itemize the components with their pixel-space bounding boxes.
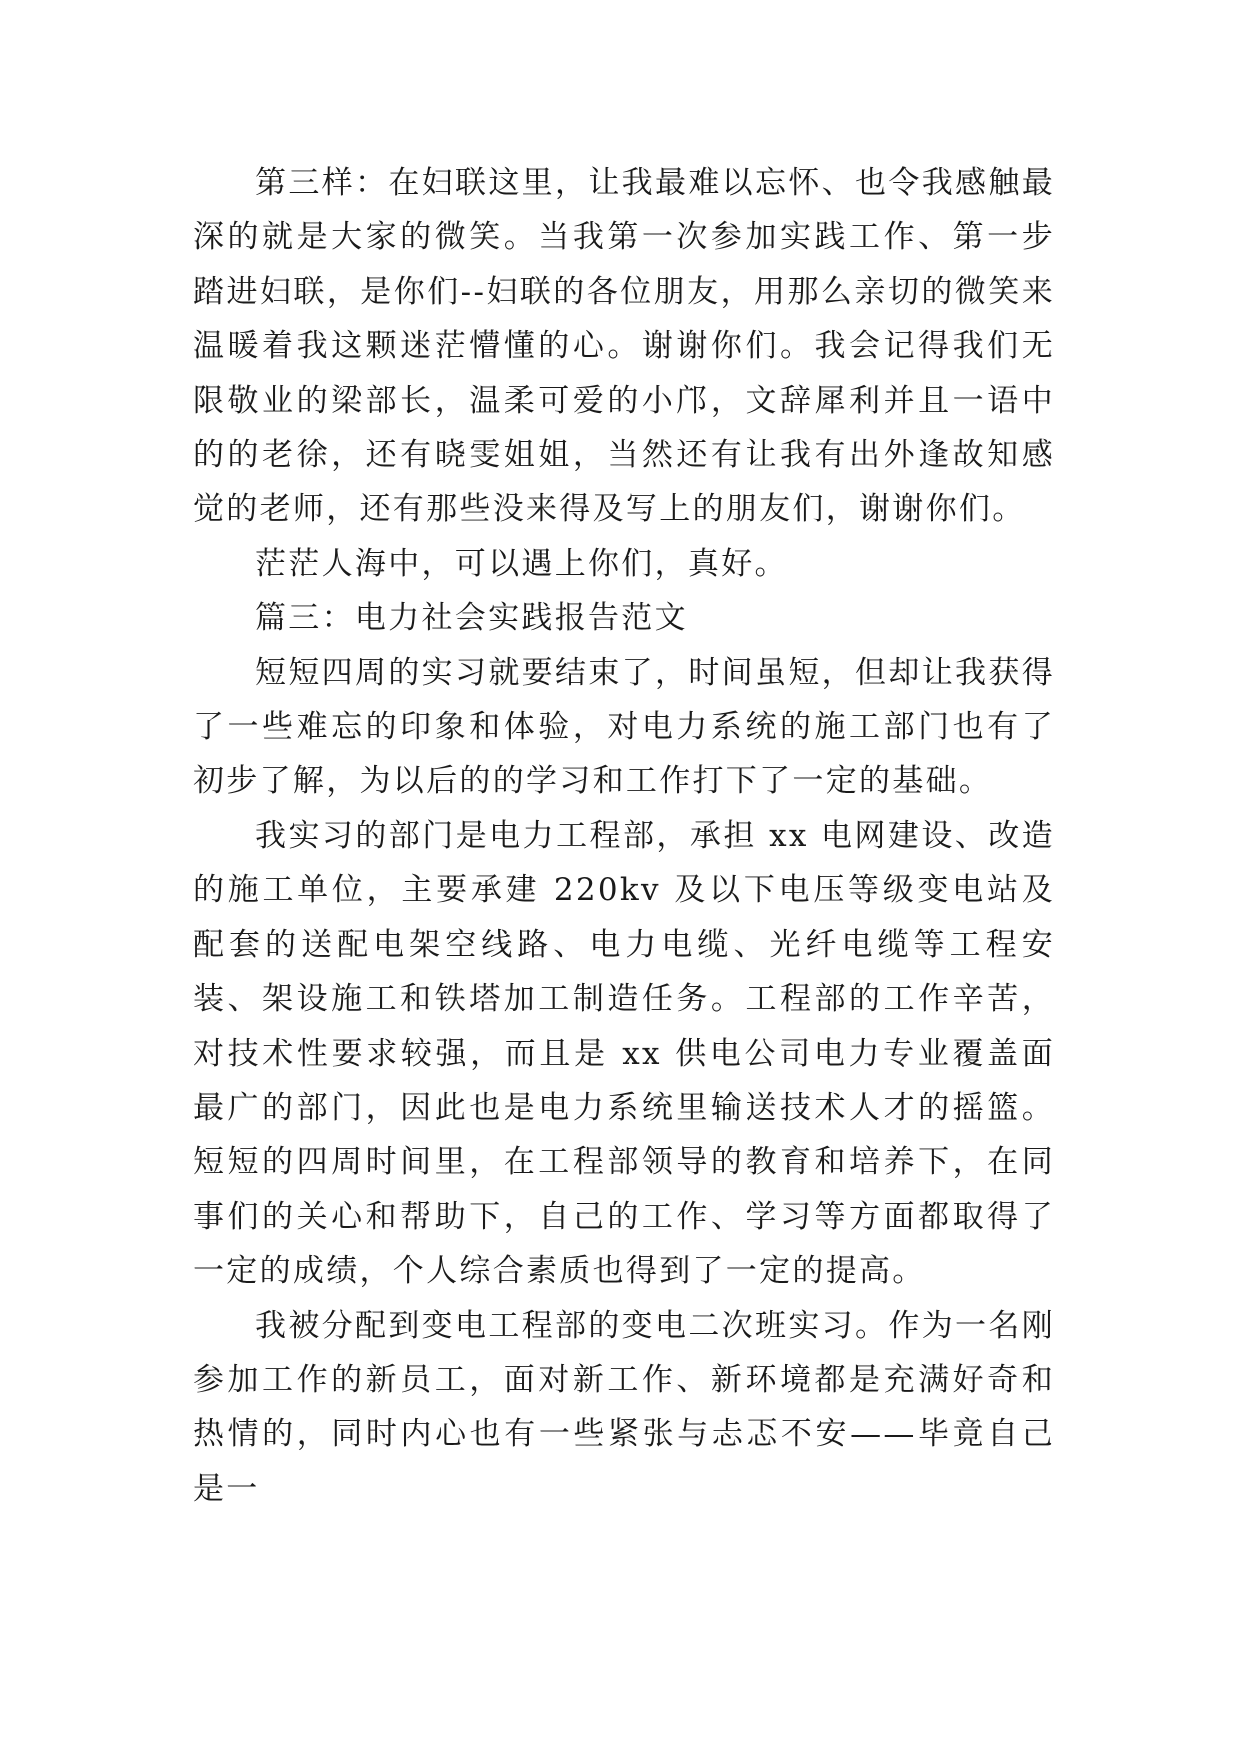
paragraph-department: 我实习的部门是电力工程部，承担 xx 电网建设、改造的施工单位，主要承建 220kv 及以下电压等级变电站及配套的送配电架空线路、电力电缆、光纤电缆等工程安装、架设施工和铁塔加工制造任务。工程部的工作辛苦，对技术性要求较强，而且是 xx 供电公司电力专业覆盖面最广的部门，因此也是电力系统里输送技术人才的摇篮。短短的四周时间里，在工程部领导的教育和培养下，在同事们的关心和帮助下，自己的工作、学习等方面都取得了一定的成绩，个人综合素质也得到了一定的提高。 — [193, 817, 1055, 1290]
paragraph-third-sample: 第三样：在妇联这里，让我最难以忘怀、也令我感触最深的就是大家的微笑。当我第一次参加实践工作、第一步踏进妇联，是你们--妇联的各位朋友，用那么亲切的微笑来温暖着我这颗迷茫懵懂的心。谢谢你们。我会记得我们无限敬业的梁部长，温柔可爱的小邝，文辞犀利并且一语中的的老徐，还有晓雯姐姐，当然还有让我有出外逢故知感觉的老师，还有那些没来得及写上的朋友们，谢谢你们。 — [193, 165, 1055, 528]
paragraph-assignment: 我被分配到变电工程部的变电二次班实习。作为一名刚参加工作的新员工，面对新工作、新环境都是充满好奇和热情的，同时内心也有一些紧张与忐忑不安——毕竟自己是一 — [193, 1307, 1055, 1507]
document-body — [193, 156, 1055, 1516]
section-heading: 篇三：电力社会实践报告范文 — [255, 600, 688, 637]
paragraph-internship-intro: 短短四周的实习就要结束了，时间虽短，但却让我获得了一些难忘的印象和体验，对电力系统的施工部门也有了初步了解，为以后的的学习和工作打下了一定的基础。 — [193, 654, 1055, 800]
paragraph-closing-line: 茫茫人海中，可以遇上你们，真好。 — [255, 545, 788, 582]
